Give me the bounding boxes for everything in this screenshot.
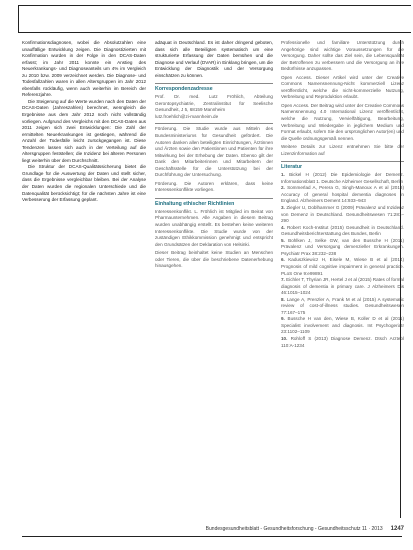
reference-item: [281, 172, 404, 185]
body-paragraph: Professionelle und familiäre Unterstützung durch Angehörige sind wichtige Voraussetzungen für die Versorgung. Daher sollte das Ziel sein, die Lebensqualität der Betroffenen zu verbessern und die Versorgung an ihre Bedürfnisse anzupassen.: [281, 40, 404, 72]
reference-number: 9.: [281, 316, 288, 322]
address-heading: Korrespondenzadresse: [155, 86, 213, 93]
reference-number: 7.: [281, 277, 287, 283]
reference-text: Bickel H (2012) Die Epidemiologie der Demenz. Informationsblatt 1. Deutsche Alzheimer Gesellschaft, Berlin: [281, 172, 404, 184]
footer-rule: [22, 536, 402, 537]
funding-note: Förderung. Die Studie wurde aus Mitteln des Bundesministeriums für Gesundheit gefördert. Die Autoren danken allen beteiligten Einrichtungen, Ärztinnen und Ärzten sowie den Patientinnen und Patienten für ihre Mitwirkung bei der Erhebung der Daten. Ebenso gilt der Dank den Mitarbeiterinnen und Mitarbeitern der Geschäftsstelle für die Unterstützung bei der Durchführung der Untersuchung.: [155, 126, 273, 178]
reference-text: Kaduszkiewicz H, Eisele M, Wiese B et al (2014) Prognosis of mild cognitive impairment in general practice. PLoS One 9:e99891: [281, 257, 404, 276]
ethics-text: Interessenkonflikt. L. Fröhlich ist Mitglied im Beirat von Pharmaunternehmen. Alle Angaben in diesem Beitrag wurden unabhängig erstellt. Es bestehen keine weiteren Interessenkonflikte. Die Studie wurde von der zuständigen Ethikkommission genehmigt und entspricht den Grundsätzen der Deklaration von Helsinki.: [155, 208, 273, 247]
column-3: [281, 40, 404, 518]
reference-text: Lange A, Prenzler A, Frank M et al (2015) A systematic review of cost-of-illness studies. Gesundheitswesen 77:167–175: [281, 296, 404, 315]
reference-text: Sommerlad A, Perera G, Singh-Manoux A et al (2018) Accuracy of general hospital dementia diagnoses in England. Alzheimers Dement 14:933–943: [281, 185, 404, 204]
funding-note-2: Förderung. Die Autoren erklären, dass keine Interessenkonflikte vorliegen.: [155, 180, 273, 193]
reference-text: Bussche H van den, Wiese B, Koller D et al (2011) Specialist involvement and diagnosis. Int Psychogeriatr 23:1102–1109: [281, 316, 404, 335]
reference-item: [281, 185, 404, 205]
body-paragraph: Open Access. Der Beitrag wird unter der Creative Commons Namensnennung 4.0 International Lizenz veröffentlicht, welche die Nutzung, Vervielfältigung, Bearbeitung, Verbreitung und Wiedergabe in jeglichem Medium und Format erlaubt, sofern Sie den ursprünglichen Autor(en) und die Quelle ordnungsgemäß nennen.: [281, 102, 404, 141]
divider: [155, 83, 273, 84]
divider: [155, 198, 273, 199]
page-number: 1247: [390, 526, 404, 532]
reference-text: Robert Koch-Institut (2015) Gesundheit in Deutschland. Gesundheitsberichterstattung des Bundes, Berlin: [281, 224, 404, 237]
reference-number: 8.: [281, 296, 287, 302]
reference-number: 6.: [281, 257, 289, 263]
header-frame: [18, 5, 411, 33]
journal-name: Bundesgesundheitsblatt - Gesundheitsforschung - Gesundheitsschutz 11 · 2013: [205, 526, 383, 532]
reference-text: Ziegler U, Doblhammer G (2009) Prävalenz und Inzidenz von Demenz in Deutschland. Gesundheitswesen 71:281–290: [281, 205, 404, 224]
body-paragraph: Konfirmationsdiagnosen, wobei die Absolutzahlen eine unauffällige Entwicklung zeigen. Die Diagnostizierten mit Konfirmation wurden in der Folge in den DCAS-Daten erfasst; im Jahr 2011 konnte ein Anstieg des Neuerkrankungs- und Diagnoseanteils um 4% im Vergleich zu 2010 bzw. 2009 verzeichnet werden. Die Diagnose- und Todesfallzahlen waren in allen Altersgruppen im Jahr 2012 ebenfalls rückläufig, wenn auch weiterhin im Bereich der Referenzjahre.: [22, 40, 146, 98]
reference-number: 4.: [281, 224, 287, 230]
reference-number: 2.: [281, 185, 288, 191]
reference-item: [281, 277, 404, 297]
reference-number: 5.: [281, 237, 289, 243]
divider: [155, 123, 273, 124]
ethics-heading: Einhaltung ethischer Richtlinien: [155, 200, 235, 207]
column-2: [155, 40, 281, 518]
body-paragraph: adäquat in Deutschland. Es ist daher dringend geboten, dass sich alle Beteiligten systematisch um eine strukturierte Erfassung der Daten bemühen und die Diagnose und Verlauf (DVAR) in Einklang bringen, um die Entwicklung der Diagnostik und der Versorgung einschätzen zu können.: [155, 40, 273, 78]
correspondence-email[interactable]: lutz.froehlich@zi-mannheim.de: [155, 113, 219, 119]
literature-heading: Literatur: [281, 164, 303, 171]
body-paragraph: Weitere Details zur Lizenz entnehmen Sie bitte der Lizenzinformation auf: [281, 144, 404, 156]
reference-number: 10.: [281, 335, 291, 341]
reference-number: 1.: [281, 172, 290, 178]
reference-item: [281, 297, 404, 317]
reference-item: [281, 336, 404, 349]
reference-number: 3.: [281, 205, 287, 211]
body-paragraph: Open Access. Dieser Artikel wird unter der Creative Commons Namensnennung-Nicht kommerziell Lizenz veröffentlicht, welche die nicht-kommerzielle Nutzung, Verbreitung und Reproduktion erlaubt.: [281, 74, 404, 100]
reference-item: [281, 238, 404, 258]
ethics-text-2: Dieser Beitrag beinhaltet keine Studien an Menschen oder Tieren, die über die beschriebene Datenerhebung hinausgehen.: [155, 250, 273, 269]
divider: [281, 161, 404, 162]
page-footer: [22, 522, 404, 536]
reference-text: Eichler T, Thyrian JR, Hertel J et al (2015) Rates of formal diagnosis of dementia in primary care. J Alzheimers Dis 46:1015–1024: [281, 277, 404, 296]
article-page: [22, 40, 404, 518]
body-paragraph: Die Steigerung auf die Werte wurden nach den Daten der DCAS-Daten (Jahreszahlen) berechnet, wenngleich die Ergebnisse aus dem Jahr 2012 noch nicht vollständig vorliegen. Aufgrund des Vergleichs mit den DCAS-Daten aus 2011 zeigen sich zwei Entwicklungen: Die Zahl der ermittelten Neuerkrankungen ist gestiegen, während die Anzahl der Todesfälle leicht zurückgegangen ist. Diese Tendenzen lassen sich auch in der Verteilung auf die Altersgruppen feststellen; die Inzidenz bei älteren Personen liegt weiterhin über dem Durchschnitt.: [22, 98, 146, 163]
reference-item: [281, 225, 404, 238]
reference-text: Rohloff S (2013) Diagnose Demenz. Dtsch Arztebl 110:A-1234: [281, 335, 404, 348]
reference-item: [281, 257, 404, 277]
column-1: [22, 40, 155, 518]
reference-item: [281, 316, 404, 336]
body-paragraph: Die Struktur der DCAS-Qualitätssicherung bietet die Grundlage für die Auswertung der Daten und stellt sicher, dass die Ergebnisse vergleichbar bleiben. Bei der Analyse der Daten wurden die regionalen Unterschiede und die Datenqualität berücksichtigt; für die nächsten Jahre ist eine Verbesserung der Erfassung geplant.: [22, 164, 146, 203]
reference-list: [281, 172, 404, 349]
correspondence-address: Prof. Dr. med. Lutz Fröhlich, Abteilung Gerontopsychiatrie, Zentralinstitut für Seelische Gesundheit, J 5, 68159 Mannheim: [155, 94, 273, 113]
reference-item: [281, 205, 404, 225]
reference-text: Bohlken J, Selke GW, van den Bussche H (2011) Prävalenz und Versorgung demenzieller Erkrankungen. Psychiatr Prax 38:232–238: [281, 237, 404, 256]
margin-rule: [400, 40, 401, 518]
